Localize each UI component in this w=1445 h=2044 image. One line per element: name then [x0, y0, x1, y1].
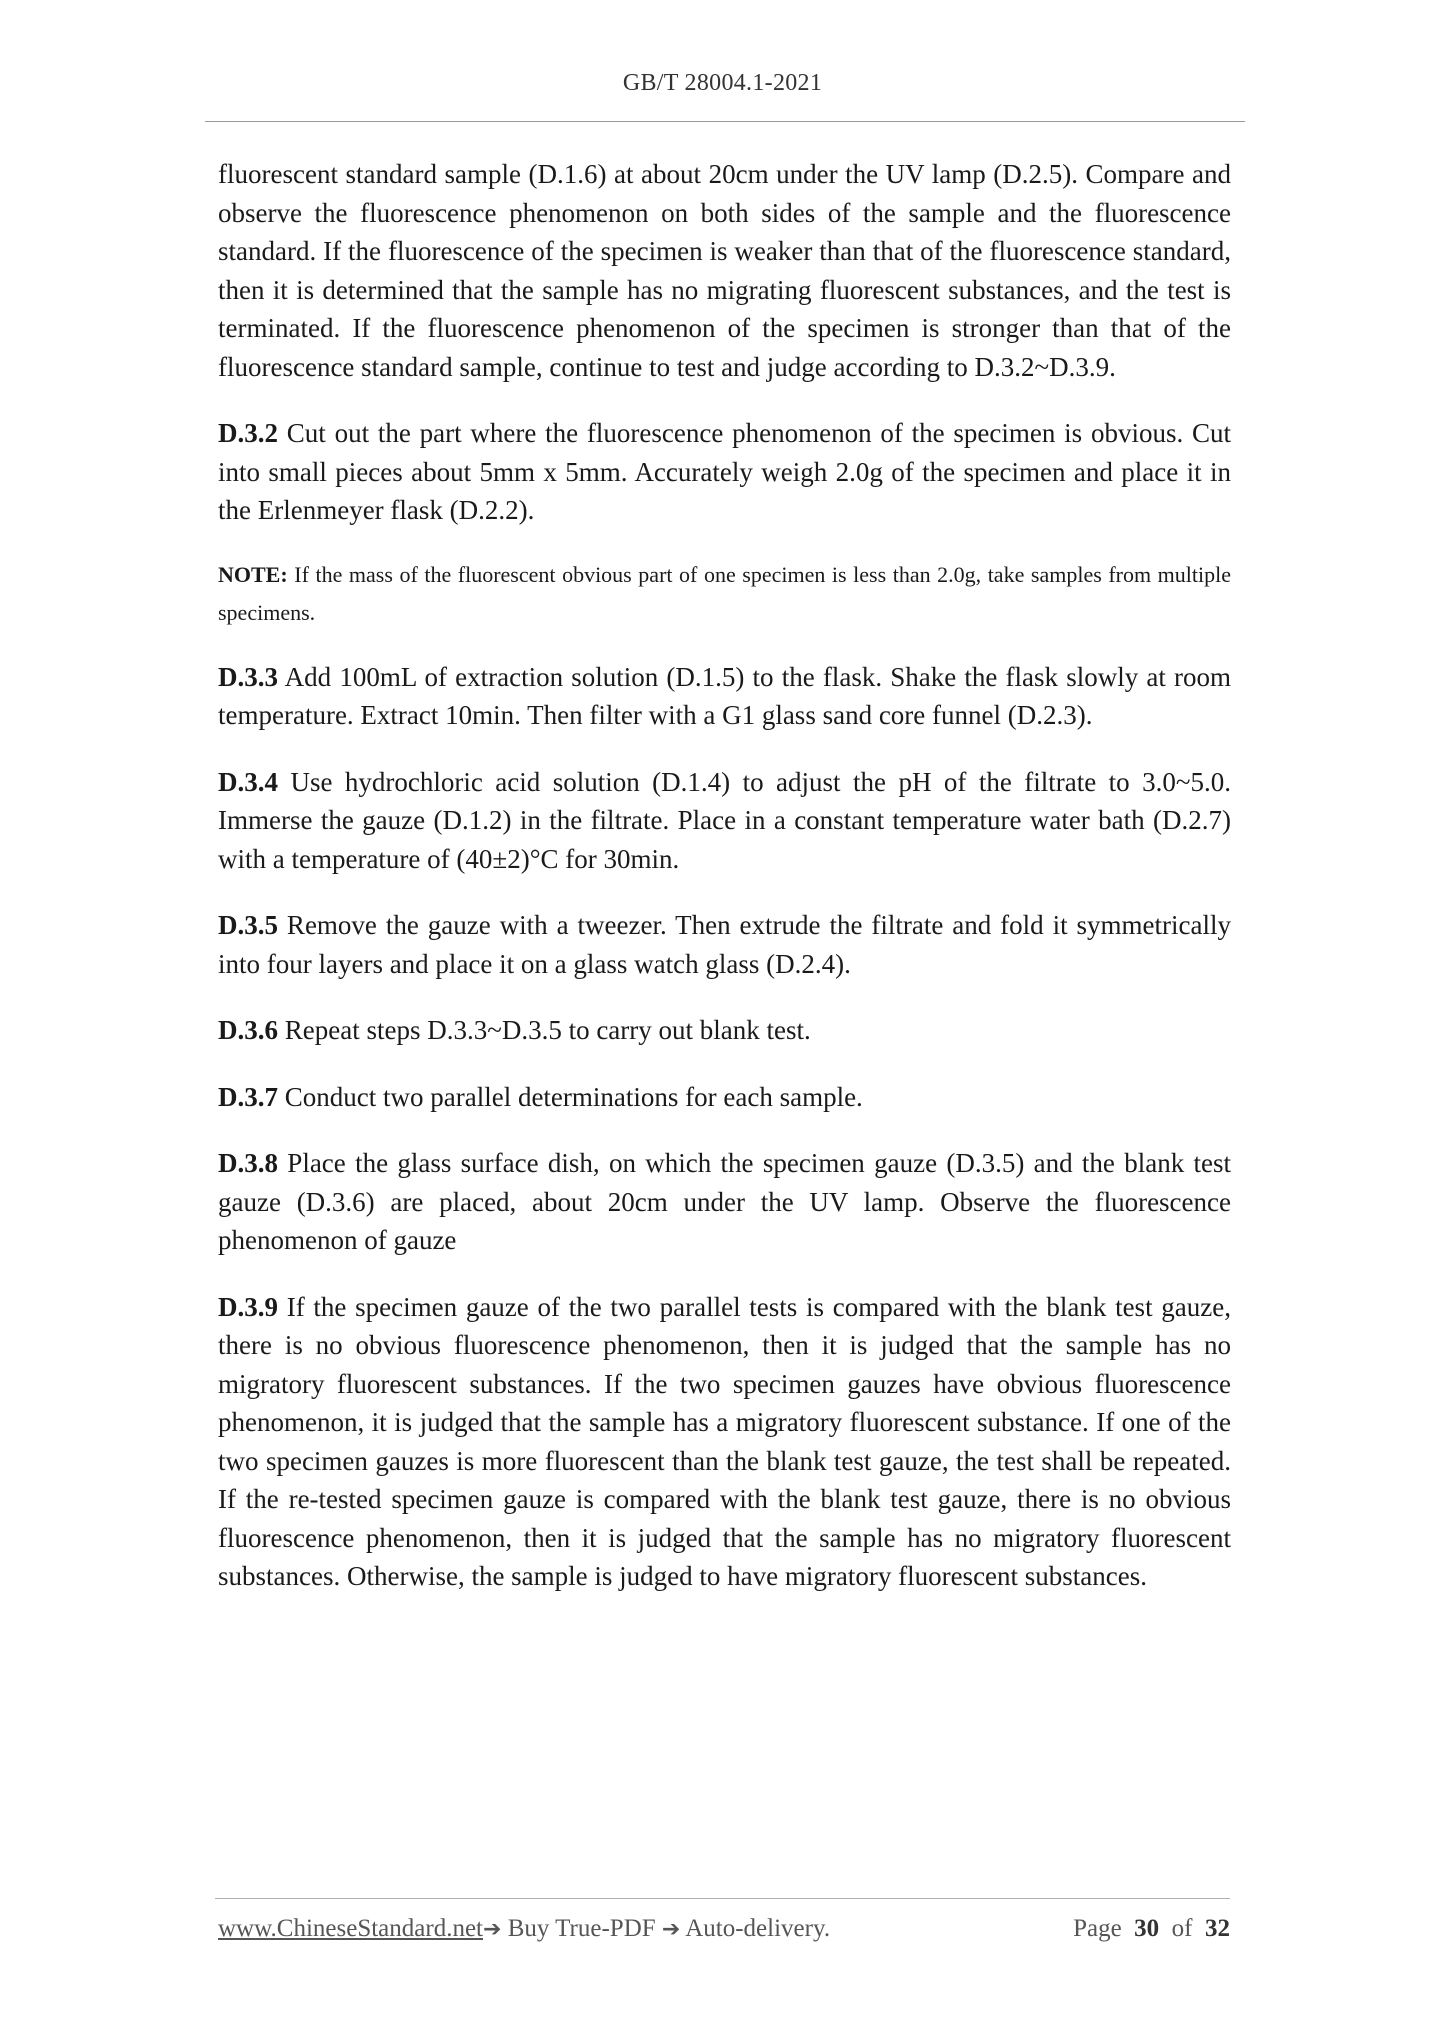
buy-text: Buy True-PDF: [501, 1915, 662, 1942]
header-divider: [205, 121, 1245, 122]
clause-label: D.3.8: [218, 1148, 278, 1178]
clause-d37: [218, 1078, 1231, 1117]
clause-d36: [218, 1011, 1231, 1050]
clause-d38: [218, 1144, 1231, 1260]
page-total: 32: [1205, 1915, 1230, 1942]
clause-text: Use hydrochloric acid solution (D.1.4) to adjust the pH of the filtrate to 3.0~5.0. Immerse the gauze (D.1.2) in the filtrate. Place in a constant temperature water bath (D.2.7) with a temperature of (40±2)°C for 30min.: [218, 766, 1231, 874]
page-word: Page: [1073, 1915, 1122, 1942]
arrow-right-icon: ➔: [661, 1917, 681, 1942]
clause-text: Cut out the part where the fluorescence phenomenon of the specimen is obvious. Cut into small pieces about 5mm x 5mm. Accurately weigh 2.0g of the specimen and place it in the Erlenmeyer flask (D.2.2).: [218, 418, 1231, 525]
clause-d32: [218, 414, 1231, 530]
document-id-header: GB/T 28004.1-2021: [622, 70, 823, 96]
clause-d39: [218, 1288, 1231, 1596]
document-body: [218, 155, 1231, 1624]
clause-text: Conduct two parallel determinations for each sample.: [278, 1081, 863, 1112]
clause-label: D.3.4: [218, 766, 278, 797]
clause-label: D.3.9: [218, 1291, 278, 1322]
clause-label: D.3.2: [218, 418, 278, 448]
page-number: [1073, 1915, 1230, 1943]
clause-text: Repeat steps D.3.3~D.3.5 to carry out blank test.: [278, 1015, 811, 1045]
footer-promo: [218, 1915, 830, 1943]
clause-label: D.3.7: [218, 1081, 278, 1112]
clause-d34: [218, 763, 1231, 879]
note-text: If the mass of the fluorescent obvious part of one specimen is less than 2.0g, take samples from multiple specimens.: [218, 561, 1231, 625]
of-word: of: [1171, 1915, 1193, 1942]
website-link[interactable]: www.ChineseStandard.net: [218, 1915, 483, 1942]
clause-text: If the specimen gauze of the two parallel tests is compared with the blank test gauze, there is no obvious fluorescence phenomenon, then it is judged that the sample has no migratory fluorescent substances. If the two specimen gauzes have obvious fluorescence phenomenon, it is judged that the sample has a migratory fluorescent substance. If one of the two specimen gauzes is more fluorescent than the blank test gauze, the test shall be repeated. If the re-tested specimen gauze is compared with the blank test gauze, there is no obvious fluorescence phenomenon, then it is judged that the sample has no migratory fluorescent substances. Otherwise, the sample is judged to have migratory fluorescent substances.: [218, 1291, 1231, 1591]
clause-label: D.3.5: [218, 910, 278, 940]
clause-d33: [218, 658, 1231, 735]
page-footer: [218, 1915, 1230, 1943]
delivery-text: Auto-delivery.: [680, 1915, 831, 1942]
intro-paragraph: fluorescent standard sample (D.1.6) at about 20cm under the UV lamp (D.2.5). Compare and observe the fluorescence phenomenon on both sides of the sample and the fluorescence standard. If the fluorescence of the specimen is weaker than that of the fluorescence standard, then it is determined that the sample has no migrating fluorescent substances, and the test is terminated. If the fluorescence phenomenon of the specimen is stronger than that of the fluorescence standard sample, continue to test and judge according to D.3.2~D.3.9.: [218, 159, 1231, 382]
clause-text: Place the glass surface dish, on which the specimen gauze (D.3.5) and the blank test gauze (D.3.6) are placed, about 20cm under the UV lamp. Observe the fluorescence phenomenon of gauze: [218, 1148, 1231, 1255]
clause-text: Add 100mL of extraction solution (D.1.5) to the flask. Shake the flask slowly at room temperature. Extract 10min. Then filter with a G1 glass sand core funnel (D.2.3).: [218, 661, 1231, 730]
clause-label: D.3.6: [218, 1015, 278, 1045]
clause-text: Remove the gauze with a tweezer. Then extrude the filtrate and fold it symmetrically into four layers and place it on a glass watch glass (D.2.4).: [218, 910, 1231, 979]
note-label: NOTE:: [218, 561, 288, 587]
page-current: 30: [1134, 1915, 1160, 1942]
clause-label: D.3.3: [218, 661, 278, 692]
arrow-right-icon: ➔: [483, 1917, 502, 1942]
footer-divider: [215, 1898, 1230, 1899]
note-paragraph: [218, 556, 1231, 632]
clause-d35: [218, 906, 1231, 983]
